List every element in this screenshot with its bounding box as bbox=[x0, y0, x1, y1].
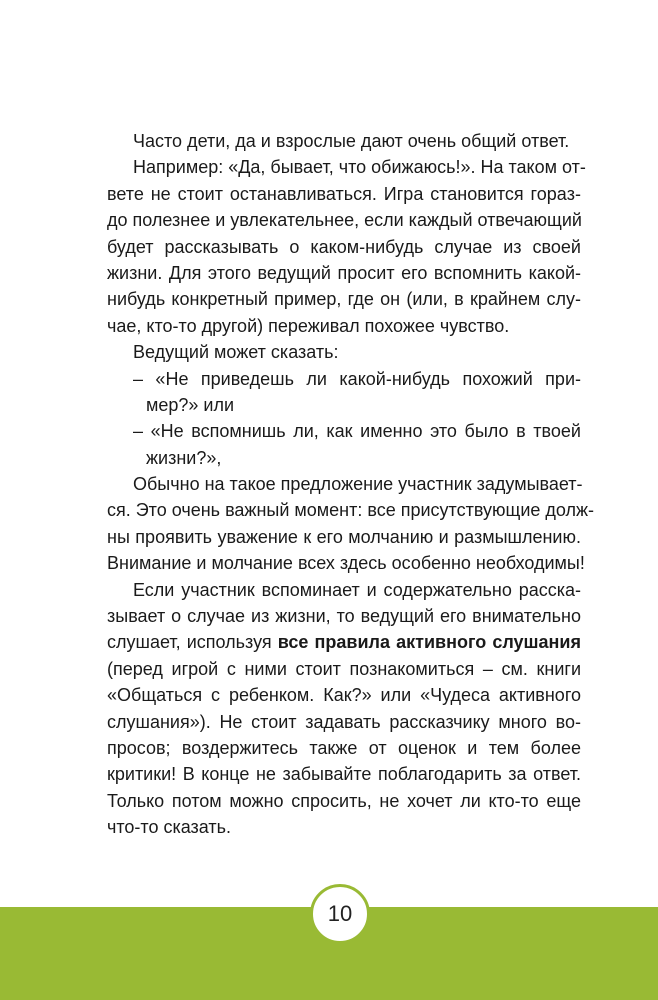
text-line: Если участник вспоминает и содержательно расска- bbox=[133, 579, 581, 600]
bold-phrase: все правила активного слушания bbox=[277, 632, 581, 653]
text-line: жизни. Для этого ведущий просит его вспомнить какой- bbox=[107, 262, 581, 283]
list-item-continuation: жизни?», bbox=[146, 447, 222, 468]
text-line-with-bold bbox=[107, 629, 581, 655]
text-line: нибудь конкретный пример, где он (или, в крайнем слу- bbox=[107, 289, 581, 310]
list-item: – «Не вспомнишь ли, как именно это было в твоей bbox=[133, 421, 581, 442]
page-body-text bbox=[107, 128, 595, 841]
text-line: Внимание и молчание всех здесь особенно необходимы! bbox=[107, 553, 585, 574]
text-line: чае, кто-то другой) переживал похожее чувство. bbox=[107, 315, 510, 336]
text-line: до полезнее и увлекательнее, если каждый отвечающий bbox=[107, 210, 582, 231]
text-line: Обычно на такое предложение участник задумывает- bbox=[133, 474, 583, 495]
text-line: зывает о случае из жизни, то ведущий его внимательно bbox=[107, 606, 581, 627]
text-line: ся. Это очень важный момент: все присутствующие долж- bbox=[107, 500, 595, 521]
text-line: ны проявить уважение к его молчанию и размышлению. bbox=[107, 526, 581, 547]
list-item: – «Не приведешь ли какой-нибудь похожий при- bbox=[133, 368, 581, 389]
text-line: (перед игрой с ними стоит познакомиться – см. книги bbox=[107, 658, 581, 679]
text-line: что-то сказать. bbox=[107, 817, 232, 838]
text-line: слушания»). Не стоит задавать рассказчику много во- bbox=[107, 711, 581, 732]
text-line: будет рассказывать о каком-нибудь случае из своей bbox=[107, 236, 581, 257]
text-line: Часто дети, да и взрослые дают очень общий ответ. bbox=[133, 131, 570, 151]
text-line: Например: «Да, бывает, что обижаюсь!». На таком от- bbox=[133, 157, 586, 178]
text-line: «Общаться с ребенком. Как?» или «Чудеса активного bbox=[107, 685, 581, 706]
text-line: просов; воздержитесь также от оценок и тем более bbox=[107, 737, 581, 758]
text-line: Только потом можно спросить, не хочет ли кто-то еще bbox=[107, 790, 581, 811]
text-line: вете не стоит останавливаться. Игра становится горaз- bbox=[107, 183, 581, 204]
text-line: Ведущий может сказать: bbox=[133, 342, 339, 363]
text-line: критики! В конце не забывайте поблагодарить за ответ. bbox=[107, 764, 581, 785]
page-number: 10 bbox=[310, 884, 370, 944]
list-item-continuation: мер?» или bbox=[146, 394, 235, 415]
text-fragment: слушает, используя bbox=[107, 632, 278, 653]
